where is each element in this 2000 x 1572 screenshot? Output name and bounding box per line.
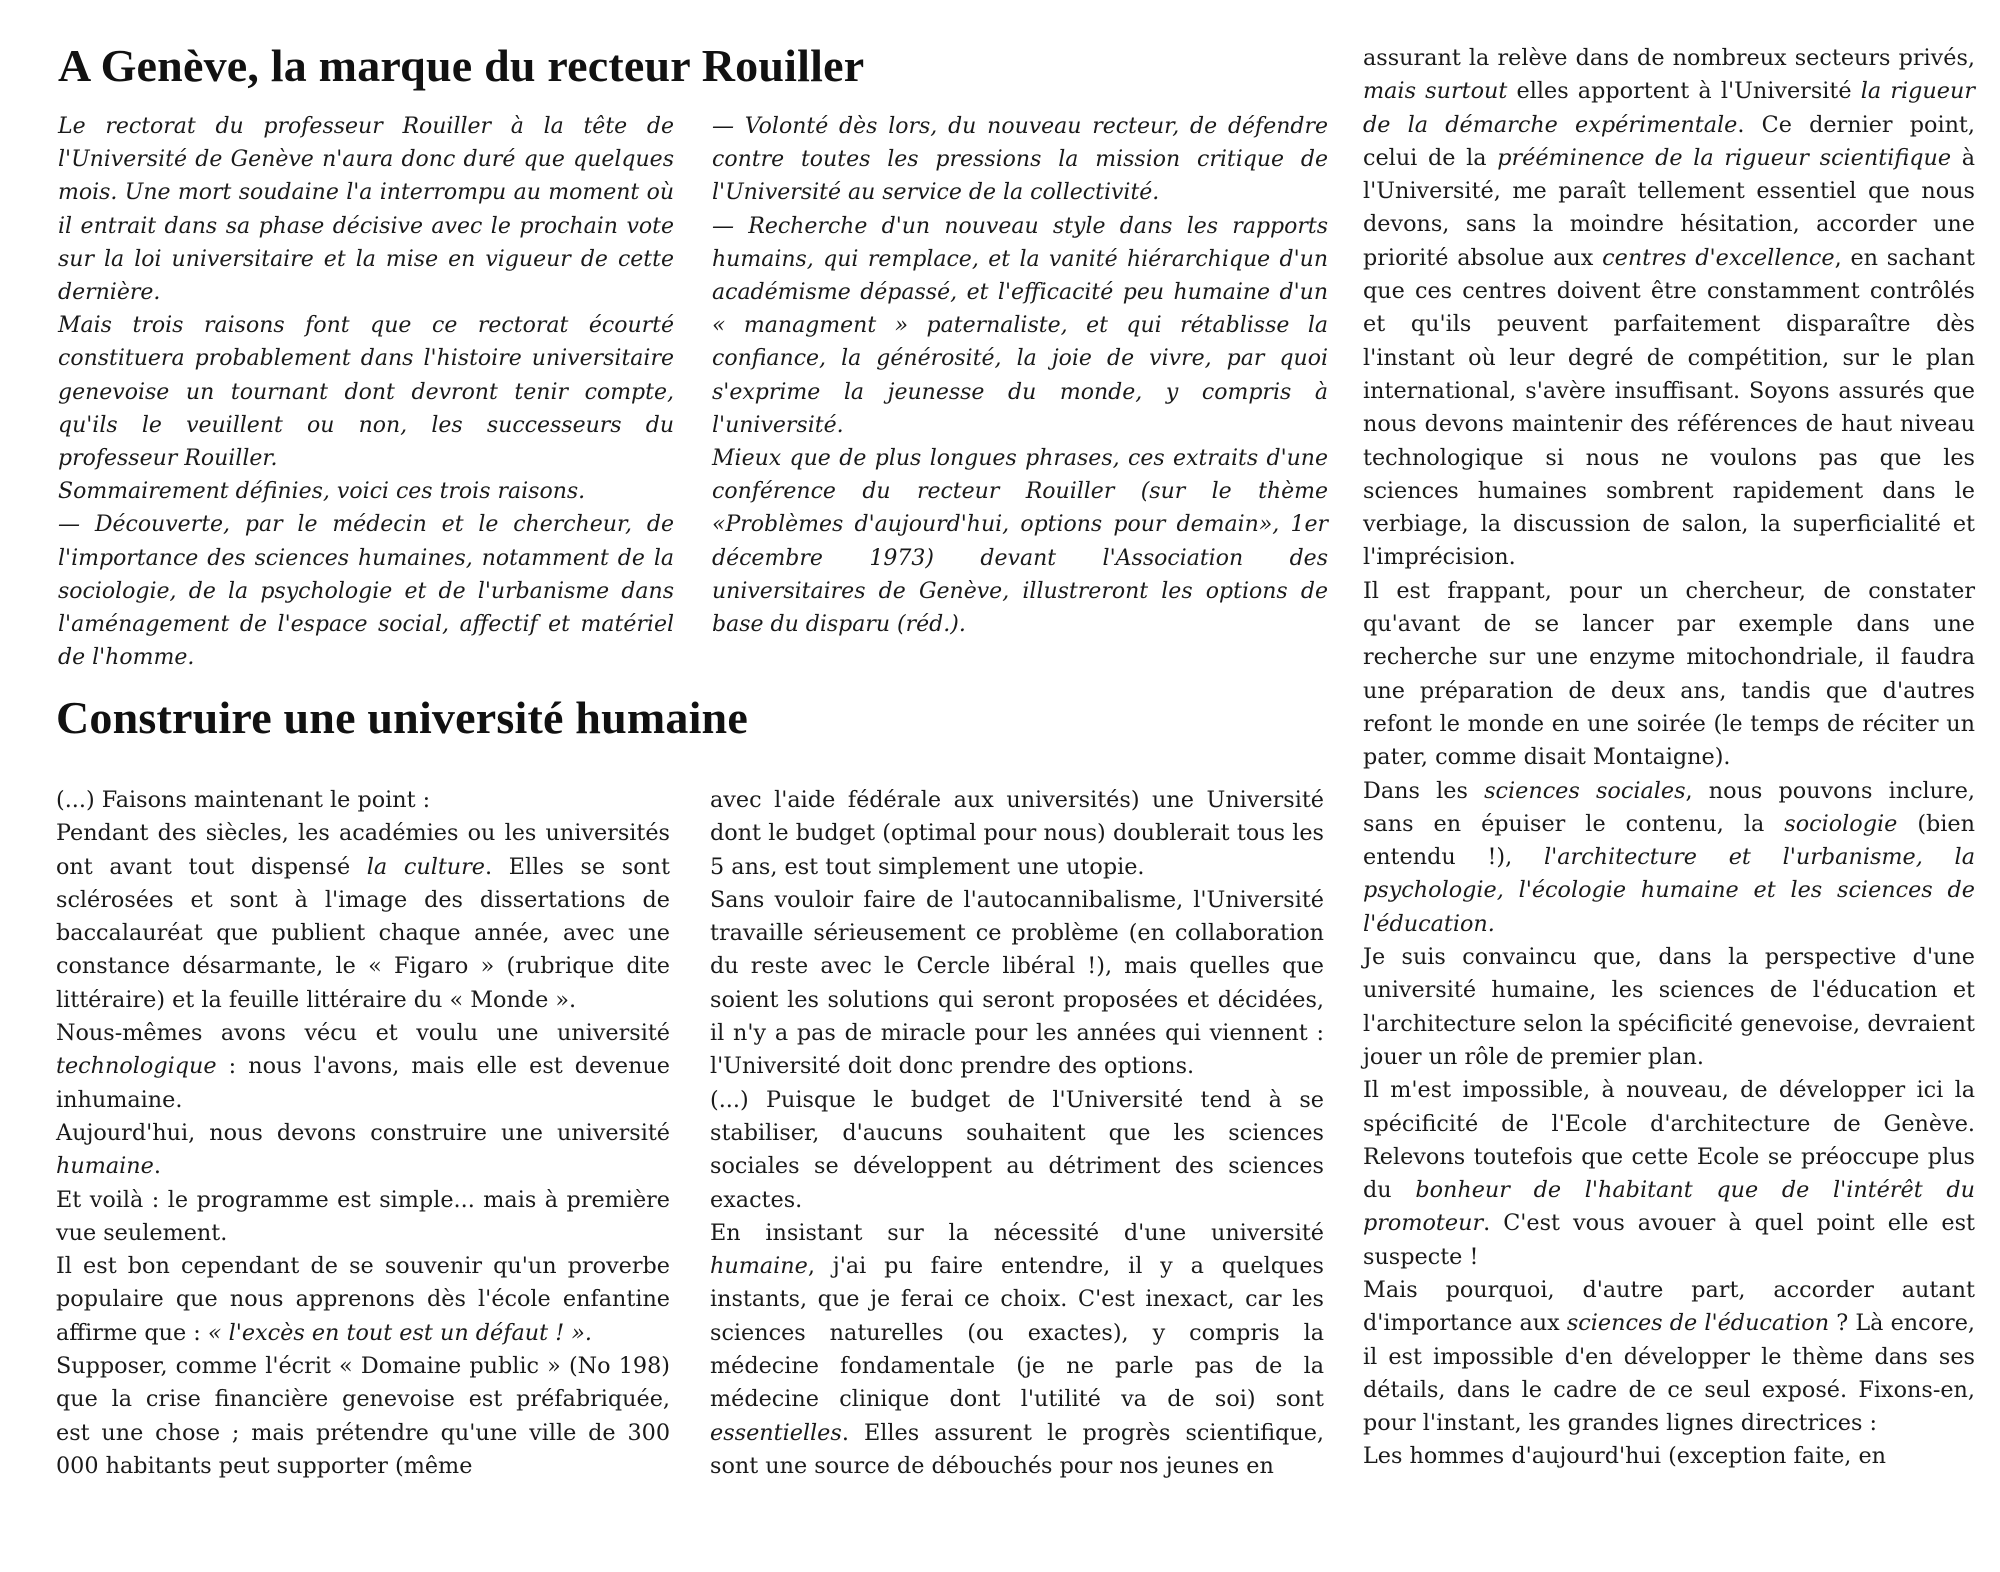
body-column-3 [1363, 42, 1975, 1474]
body-paragraph: avec l'aide fédérale aux universités) une Université dont le budget (optimal pour nous) doublerait tous les 5 ans, est tout simplement une utopie. [710, 787, 1324, 880]
intro-paragraph: Le rectorat du professeur Rouiller à la tête de l'Université de Genève n'aura donc duré que quelques mois. Une mort soudaine l'a interrompu au moment où il entrait dans sa phase décisive avec le prochain vote sur la loi universitaire et la mise en vigueur de cette dernière. [58, 114, 674, 306]
body-paragraph: Il m'est impossible, à nouveau, de développer ici la spécificité de l'Ecole d'architecture de Genève. Relevons toutefois que cette Ecole se préoccupe plus du bonheur de l'habitant que de l'intérêt du promoteur. C'est vous avouer à quel point elle est suspecte ! [1363, 1077, 1975, 1270]
intro-paragraph: — Découverte, par le médecin et le chercheur, de l'importance des sciences humaines, notamment de la sociologie, de la psychologie et de l'urbanisme dans l'aménagement de l'espace social, affectif et matériel de l'homme. [58, 512, 674, 671]
headline-recteur-rouiller: A Genève, la marque du recteur Rouiller [58, 40, 865, 91]
intro-paragraph: Mieux que de plus longues phrases, ces extraits d'une conférence du recteur Rouiller (sur le thème «Problèmes d'aujourd'hui, options pour demain», 1er décembre 1973) devant l'Association des universitaires de Genève, illustreront les options de base du disparu (réd.). [712, 446, 1328, 638]
intro-column-2 [712, 110, 1328, 641]
body-column-2 [710, 784, 1324, 1483]
intro-column-1 [58, 110, 674, 674]
body-paragraph: Je suis convaincu que, dans la perspective d'une université humaine, les sciences de l'éducation et l'architecture selon la spécificité genevoise, devraient jouer un rôle de premier plan. [1363, 944, 1975, 1070]
body-paragraph: (...) Faisons maintenant le point : [56, 787, 431, 813]
body-paragraph: Nous-mêmes avons vécu et voulu une université technologique : nous l'avons, mais elle est devenue inhumaine. [56, 1020, 670, 1113]
body-paragraph: Il est bon cependant de se souvenir qu'un proverbe populaire que nous apprenons dès l'école enfantine affirme que : « l'excès en tout est un défaut ! ». [56, 1253, 670, 1346]
body-paragraph: assurant la relève dans de nombreux secteurs privés, mais surtout elles apportent à l'Université la rigueur de la démarche expérimentale. Ce dernier point, celui de la prééminence de la rigueur scientifique à l'Université, me paraît tellement essentiel que nous devons, sans la moindre hésitation, accorder une priorité absolue aux centres d'excellence, en sachant que ces centres doivent être constamment contrôlés et qu'ils peuvent parfaitement disparaître dès l'instant où leur degré de compétition, sur le plan international, s'avère insuffisant. Soyons assurés que nous devons maintenir des références de haut niveau technologique si nous ne voulons pas que les sciences humaines sombrent rapidement dans le verbiage, la discussion de salon, la superficialité et l'imprécision. [1363, 45, 1976, 571]
body-paragraph: Mais pourquoi, d'autre part, accorder autant d'importance aux sciences de l'éducation ? Là encore, il est impossible d'en développer le thème dans ses détails, dans le cadre de ce seul exposé. Fixons-en, pour l'instant, les grandes lignes directrices : [1363, 1276, 1975, 1437]
body-paragraph: Et voilà : le programme est simple... mais à première vue seulement. [56, 1186, 670, 1246]
body-paragraph: En insistant sur la nécessité d'une université humaine, j'ai pu faire entendre, il y a quelques instants, que je ferai ce choix. C'est inexact, car les sciences naturelles (ou exactes), y compris la médecine fondamentale (je ne parle pas de la médecine clinique dont l'utilité va de soi) sont essentielles. Elles assurent le progrès scientifique, sont une source de débouchés pour nos jeunes en [710, 1219, 1324, 1479]
body-paragraph: Pendant des siècles, les académies ou les universités ont avant tout dispensé la culture. Elles se sont sclérosées et sont à l'image des dissertations de baccalauréat que publient chaque année, avec une constance désarmante, le « Figaro » (rubrique dite littéraire) et la feuille littéraire du « Monde ». [56, 820, 670, 1013]
headline-universite-humaine: Construire une université humaine [56, 692, 748, 743]
body-paragraph: Les hommes d'aujourd'hui (exception faite, en [1363, 1443, 1887, 1470]
intro-paragraph: — Recherche d'un nouveau style dans les rapports humains, qui remplace, et la vanité hiérarchique d'un académisme dépassé, et l'efficacité peu humaine d'un « managment » paternaliste, et qui rétablisse la confiance, la générosité, la joie de vivre, par quoi s'exprime la jeunesse du monde, y compris à l'université. [712, 213, 1328, 438]
intro-paragraph: — Volonté dès lors, du nouveau recteur, de défendre contre toutes les pressions la mission critique de l'Université au service de la collectivité. [712, 114, 1328, 206]
body-paragraph: Supposer, comme l'écrit « Domaine public » (No 198) que la crise financière genevoise est préfabriquée, est une chose ; mais prétendre qu'une ville de 300 000 habitants peut supporter (même [56, 1353, 670, 1479]
body-paragraph: Dans les sciences sociales, nous pouvons inclure, sans en épuiser le contenu, la sociologie (bien entendu !), l'architecture et l'urbanisme, la psychologie, l'écologie humaine et les sciences de l'éducation. [1363, 777, 1975, 937]
body-column-1 [56, 784, 670, 1483]
body-paragraph: (...) Puisque le budget de l'Université tend à se stabiliser, d'aucuns souhaitent que les sciences sociales se développent au détriment des sciences exactes. [710, 1086, 1324, 1213]
body-paragraph: Aujourd'hui, nous devons construire une université humaine. [56, 1119, 670, 1180]
body-paragraph: Il est frappant, pour un chercheur, de constater qu'avant de se lancer par exemple dans une recherche sur une enzyme mitochondriale, il faudra une préparation de deux ans, tandis que d'autres refont le monde en une soirée (le temps de réciter un pater, comme disait Montaigne). [1363, 577, 1975, 771]
body-paragraph: Sans vouloir faire de l'autocannibalisme, l'Université travaille sérieusement ce problème (en collaboration du reste avec le Cercle libéral !), mais quelles que soient les solutions qui seront proposées et décidées, il n'y a pas de miracle pour les années qui viennent : l'Université doit donc prendre des options. [710, 886, 1324, 1080]
intro-paragraph: Mais trois raisons font que ce rectorat écourté constituera probablement dans l'histoire universitaire genevoise un tournant dont devront tenir compte, qu'ils le veuillent ou non, les successeurs du professeur Rouiller. [58, 313, 674, 472]
intro-paragraph: Sommairement définies, voici ces trois raisons. [58, 479, 586, 505]
